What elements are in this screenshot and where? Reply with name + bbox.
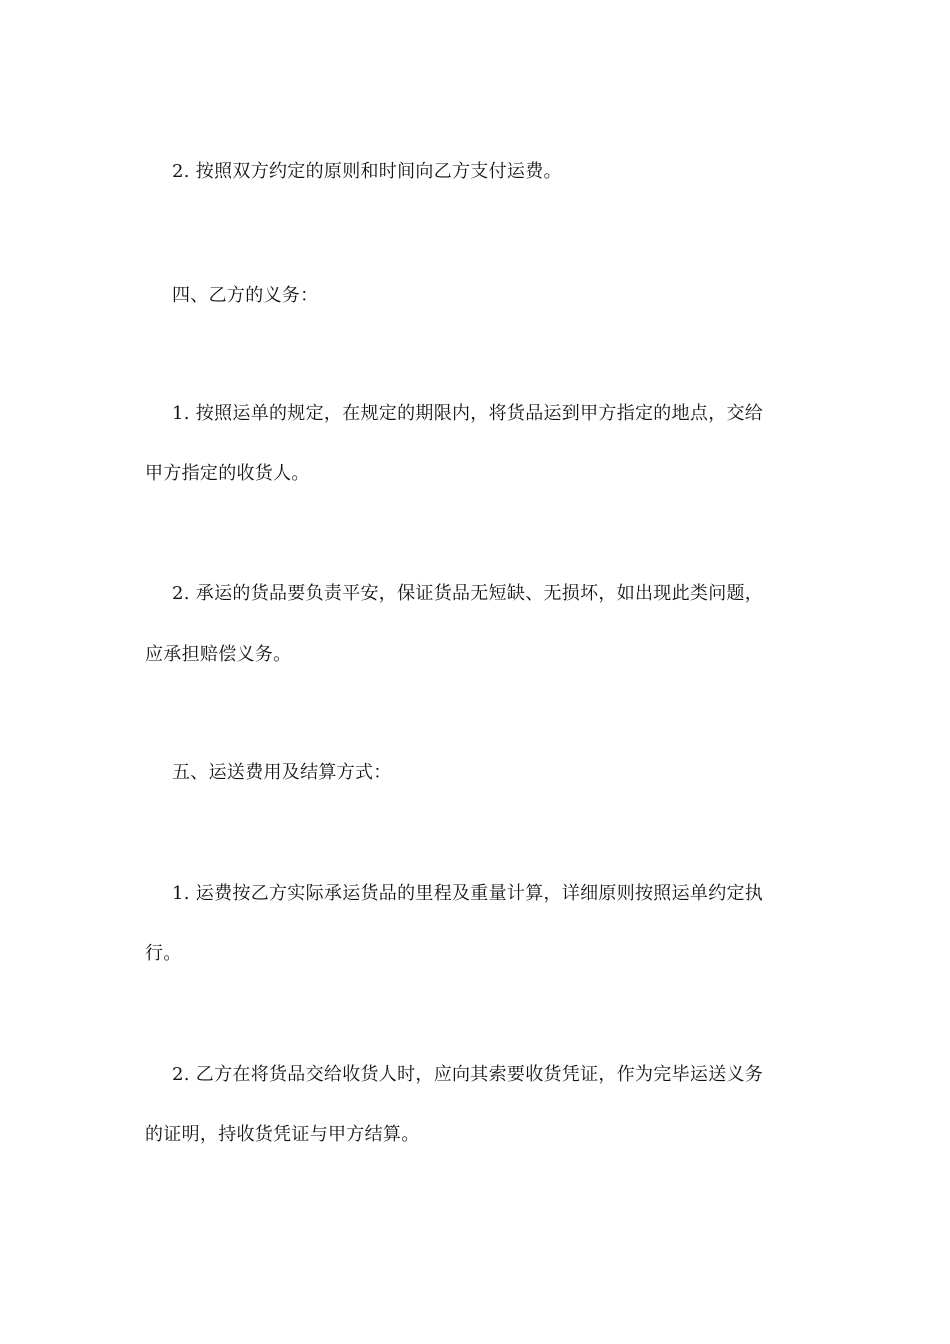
paragraph-fee-calculation-line-2: 行。 — [145, 943, 182, 964]
section-heading-fees-settlement: 五、运送费用及结算方式： — [172, 762, 392, 783]
paragraph-receipt-clause-line-1: 2. 乙方在将货品交给收货人时，应向其索要收货凭证，作为完毕运送义务 — [172, 1064, 764, 1085]
paragraph-payment-clause: 2. 按照双方约定的原则和时间向乙方支付运费。 — [172, 161, 562, 182]
paragraph-receipt-clause-line-2: 的证明，持收货凭证与甲方结算。 — [145, 1124, 420, 1145]
paragraph-safety-clause-line-2: 应承担赔偿义务。 — [145, 644, 292, 665]
paragraph-safety-clause-line-1: 2. 承运的货品要负责平安，保证货品无短缺、无损坏，如出现此类问题， — [172, 583, 764, 604]
paragraph-delivery-clause-line-2: 甲方指定的收货人。 — [145, 463, 310, 484]
paragraph-delivery-clause-line-1: 1. 按照运单的规定，在规定的期限内，将货品运到甲方指定的地点，交给 — [172, 403, 764, 424]
section-heading-party-b-obligations: 四、乙方的义务： — [172, 285, 319, 306]
paragraph-fee-calculation-line-1: 1. 运费按乙方实际承运货品的里程及重量计算，详细原则按照运单约定执 — [172, 883, 764, 904]
